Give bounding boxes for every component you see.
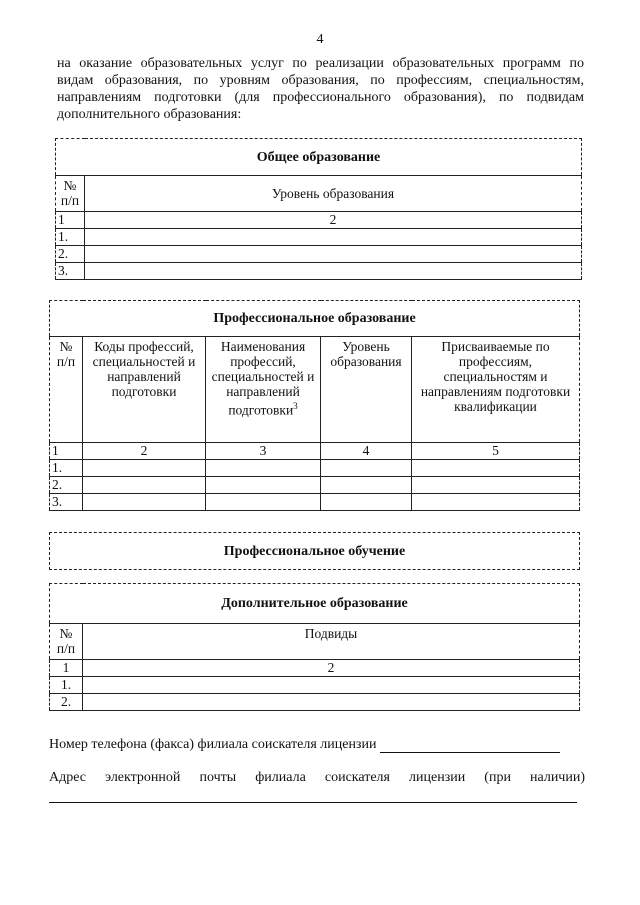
email-field[interactable] bbox=[49, 788, 577, 803]
col-level-header: Уровень образования bbox=[321, 337, 412, 443]
col-number-header: № п/п bbox=[50, 624, 83, 660]
phone-label: Номер телефона (факса) филиала соискателя лицензии bbox=[49, 737, 377, 752]
table-cell bbox=[83, 694, 580, 711]
table-cell bbox=[83, 460, 206, 477]
row-number: 1. bbox=[56, 229, 85, 246]
additional-education-title: Дополнительное образование bbox=[50, 584, 580, 624]
table-cell bbox=[321, 460, 412, 477]
table-cell bbox=[85, 229, 582, 246]
col-number-header: № п/п bbox=[50, 337, 83, 443]
column-number-cell: 2 bbox=[85, 212, 582, 229]
col-subtypes-header: Подвиды bbox=[83, 624, 580, 660]
intro-paragraph bbox=[57, 55, 584, 123]
phone-line bbox=[49, 737, 589, 753]
col-codes-header: Коды профессий, специальностей и направлений подготовки bbox=[83, 337, 206, 443]
column-number-cell: 3 bbox=[206, 443, 321, 460]
table-cell bbox=[206, 494, 321, 511]
page-number: 4 bbox=[316, 32, 324, 47]
row-number: 3. bbox=[50, 494, 83, 511]
table-cell bbox=[412, 477, 580, 494]
col-names-header bbox=[206, 337, 321, 443]
table-cell bbox=[85, 263, 582, 280]
footnote-mark: 3 bbox=[293, 401, 298, 411]
column-number-cell: 5 bbox=[412, 443, 580, 460]
table-cell bbox=[321, 477, 412, 494]
intro-line: направлениям подготовки (для профессионального образования), по подвидам bbox=[57, 90, 584, 105]
email-line bbox=[49, 770, 585, 786]
row-number: 2. bbox=[50, 477, 83, 494]
column-number-cell: 1 bbox=[50, 443, 83, 460]
col-names-header-text: Наименования профессий, специальностей и направлений подготовки bbox=[211, 339, 315, 418]
table-cell bbox=[83, 677, 580, 694]
column-number-cell: 1 bbox=[50, 660, 83, 677]
col-level-header: Уровень образования bbox=[85, 176, 582, 212]
table-cell bbox=[83, 477, 206, 494]
general-education-table bbox=[55, 138, 582, 280]
intro-line: на оказание образовательных услуг по реализации образовательных программ по bbox=[57, 56, 584, 71]
table-cell bbox=[206, 477, 321, 494]
intro-line: видам образования, по уровням образования, по профессиям, специальностям, bbox=[57, 73, 584, 88]
row-number: 1. bbox=[50, 677, 83, 694]
professional-training-title: Профессиональное обучение bbox=[50, 533, 580, 570]
table-cell bbox=[321, 494, 412, 511]
professional-education-title: Профессиональное образование bbox=[50, 301, 580, 337]
row-number: 3. bbox=[56, 263, 85, 280]
col-qualifications-header: Присваиваемые по профессиям, специальностям и направлениям подготовки квалификации bbox=[412, 337, 580, 443]
table-cell bbox=[83, 494, 206, 511]
table-cell bbox=[206, 460, 321, 477]
col-number-header: № п/п bbox=[56, 176, 85, 212]
table-cell bbox=[412, 494, 580, 511]
phone-field[interactable] bbox=[380, 738, 560, 753]
column-number-cell: 4 bbox=[321, 443, 412, 460]
professional-education-table bbox=[49, 300, 580, 511]
row-number: 2. bbox=[50, 694, 83, 711]
table-cell bbox=[85, 246, 582, 263]
email-label: Адрес электронной почты филиала соискателя лицензии (при наличии) bbox=[49, 770, 585, 785]
intro-line: дополнительного образования: bbox=[57, 107, 242, 122]
general-education-title: Общее образование bbox=[56, 139, 582, 176]
professional-training-table bbox=[49, 532, 580, 570]
column-number-cell: 2 bbox=[83, 660, 580, 677]
column-number-cell: 2 bbox=[83, 443, 206, 460]
additional-education-table bbox=[49, 583, 580, 711]
row-number: 1. bbox=[50, 460, 83, 477]
table-cell bbox=[412, 460, 580, 477]
row-number: 2. bbox=[56, 246, 85, 263]
column-number-cell: 1 bbox=[56, 212, 85, 229]
